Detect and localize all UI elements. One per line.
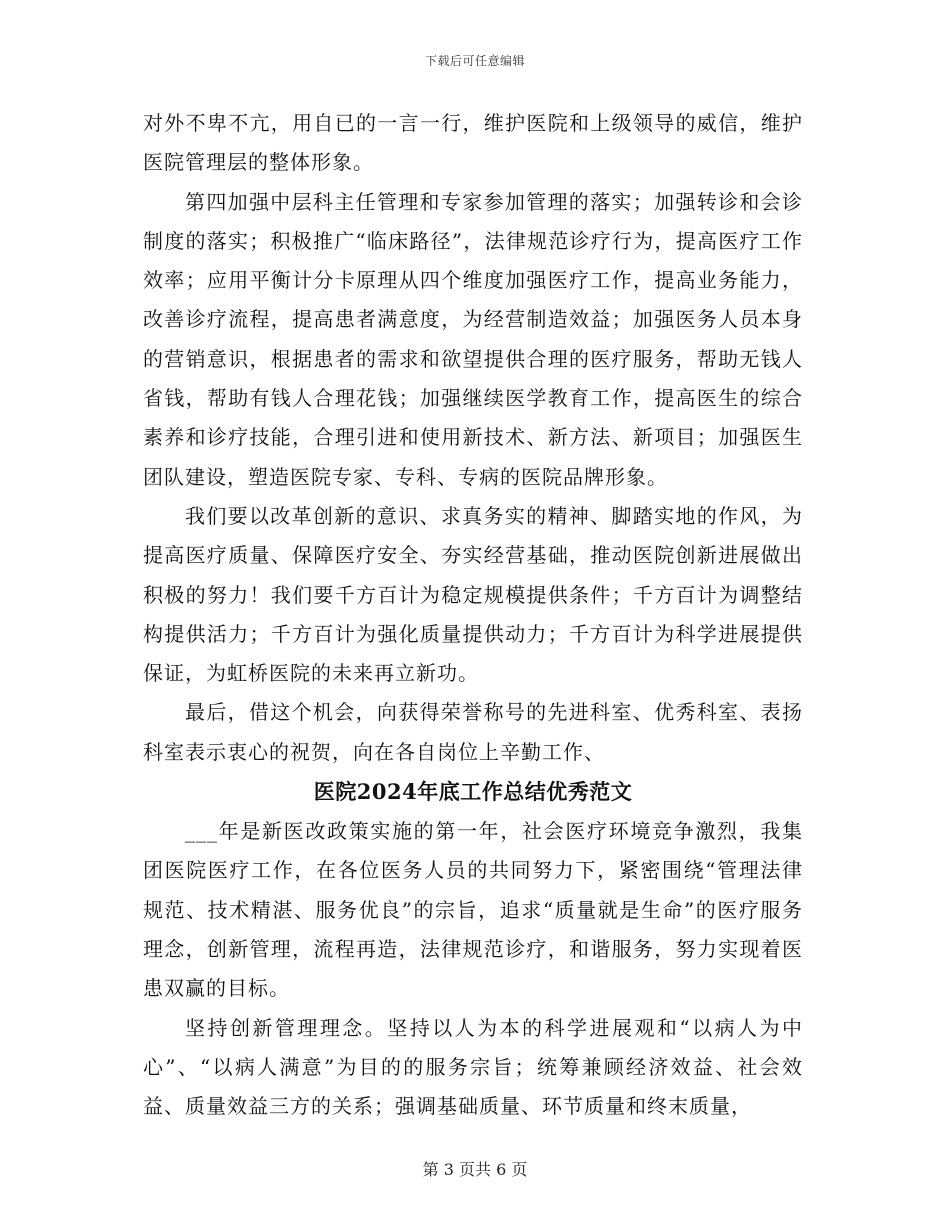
paragraph-closing: 最后，借这个机会，向获得荣誉称号的先进科室、优秀科室、表扬科室表示衷心的祝贺，向在各自岗位上辛勤工作、 [143,700,803,764]
paragraph-reform: 我们要以改革创新的意识、求真务实的精神、脚踏实地的作风，为提高医疗质量、保障医疗安全、夯实经营基础，推动医院创新进展做出积极的努力！我们要千方百计为稳定规模提供条件；千方百计为调整结构提供活力；千方百计为强化质量提供动力；千方百计为科学进展提供保证，为虹桥医院的未来再立新功。 [143,503,803,686]
document-body [143,104,803,1126]
page-footer: 第 3 页共 6 页 [422,1160,528,1179]
paragraph-intro: ___年是新医改政策实施的第一年，社会医疗环境竞争激烈，我集团医院医疗工作，在各位医务人员的共同努力下，紧密围绕“管理法律规范、技术精湛、服务优良”的宗旨，追求“质量就是生命”的医疗服务理念，创新管理，流程再造，法律规范诊疗，和谐服务，努力实现着医患双赢的目标。 [143,819,803,1001]
paragraph-continuation: 对外不卑不亢，用自已的一言一行，维护医院和上级领导的威信，维护医院管理层的整体形象。 [143,111,803,175]
paragraph-fourth-point: 第四加强中层科主任管理和专家参加管理的落实；加强转诊和会诊制度的落实；积极推广“临床路径”，法律规范诊疗行为，提高医疗工作效率；应用平衡计分卡原理从四个维度加强医疗工作，提高业务能力，改善诊疗流程，提高患者满意度，为经营制造效益；加强医务人员本身的营销意识，根据患者的需求和欲望提供合理的医疗服务，帮助无钱人省钱，帮助有钱人合理花钱；加强继续医学教育工作，提高医生的综合素养和诊疗技能，合理引进和使用新技术、新方法、新项目；加强医生团队建设，塑造医院专家、专科、专病的医院品牌形象。 [143,189,803,489]
page-header: 下载后可任意编辑 [424,54,525,68]
paragraph-management: 坚持创新管理理念。坚持以人为本的科学进展观和“以病人为中心”、“以病人满意”为目的的服务宗旨；统筹兼顾经济效益、社会效益、质量效益三方的关系；强调基础质量、环节质量和终末质量， [143,1015,803,1119]
document-title: 医院2024年底工作总结优秀范文 [313,779,633,805]
